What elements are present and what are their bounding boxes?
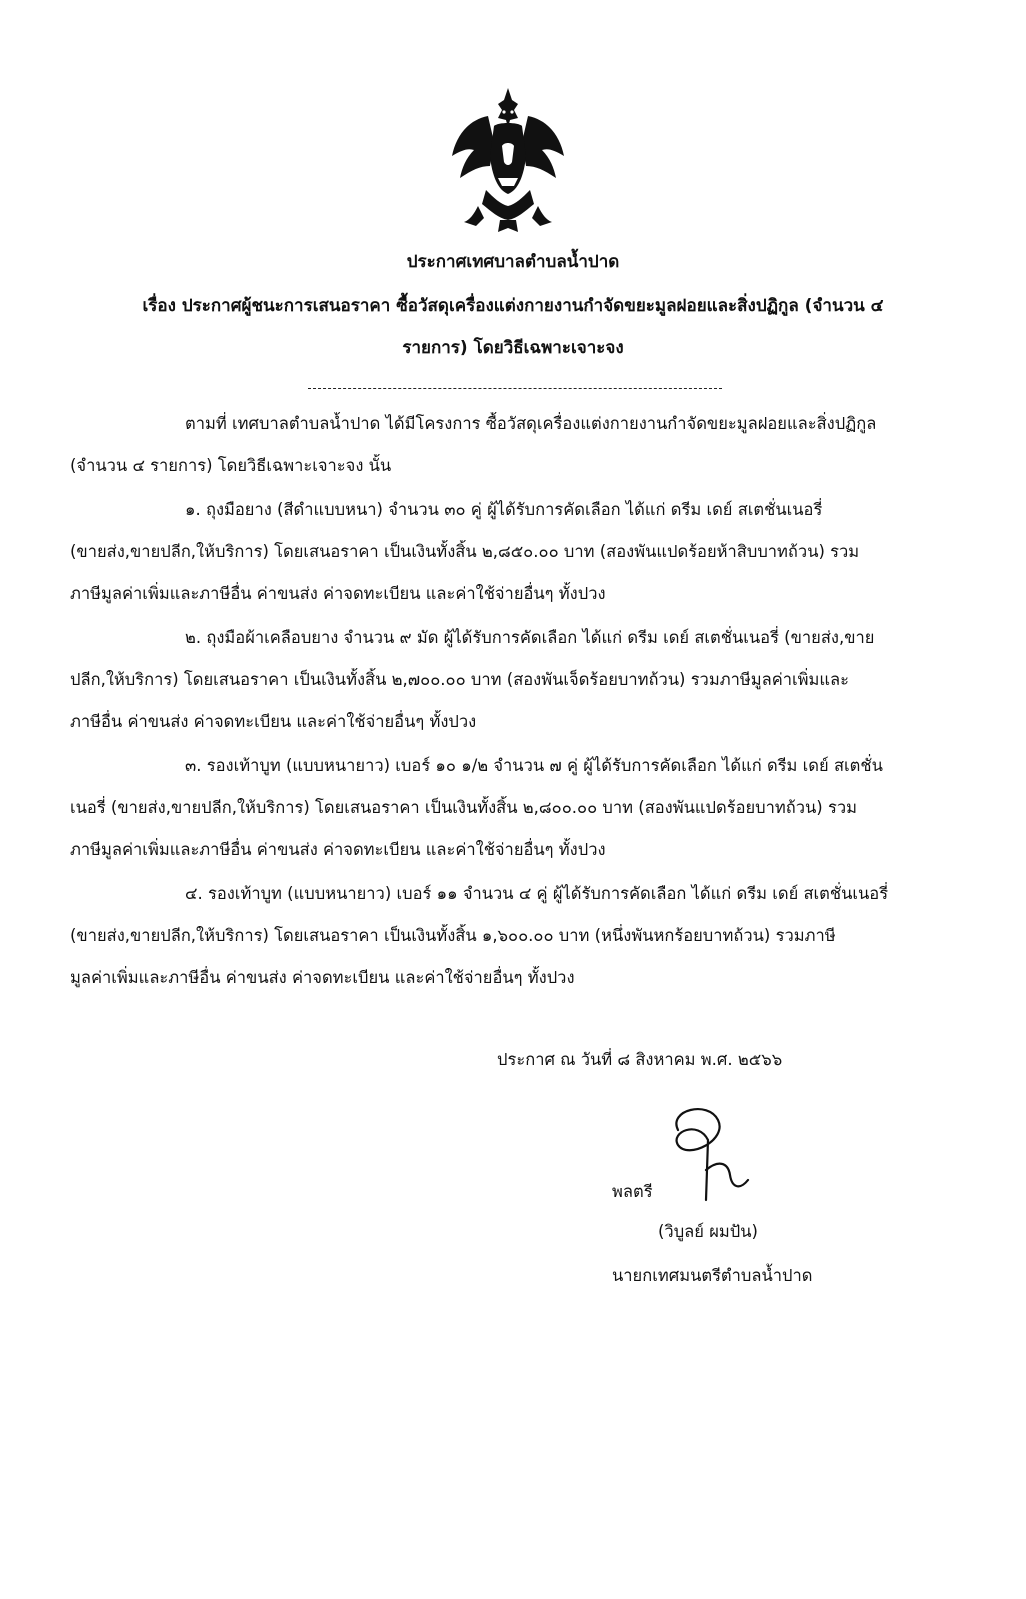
item-3-line-1: ๓. รองเท้าบูท (แบบหนายาว) เบอร์ ๑๐ ๑/๒ จำนวน ๗ คู่ ผู้ได้รับการคัดเลือก ได้แก่ ดรีม เดย์ สเตชั่น bbox=[185, 756, 883, 775]
item-3-line-2: เนอรี่ (ขายส่ง,ขายปลีก,ให้บริการ) โดยเสนอราคา เป็นเงินทั้งสิ้น ๒,๘๐๐.๐๐ บาท (สองพันแปดร้อยบาทถ้วน) รวม bbox=[70, 798, 857, 817]
announcement-date: ประกาศ ณ วันที่ ๘ สิงหาคม พ.ศ. ๒๕๖๖ bbox=[497, 1050, 783, 1069]
separator-rule bbox=[308, 388, 722, 389]
issuer-title: ประกาศเทศบาลตำบลน้ำปาด bbox=[406, 252, 620, 272]
subject-line-2: รายการ) โดยวิธีเฉพาะเจาะจง bbox=[402, 338, 624, 358]
item-2-line-2: ปลีก,ให้บริการ) โดยเสนอราคา เป็นเงินทั้งสิ้น ๒,๗๐๐.๐๐ บาท (สองพันเจ็ดร้อยบาทถ้วน) รวมภาษีมูลค่าเพิ่มและ bbox=[70, 670, 850, 689]
item-1-line-2: (ขายส่ง,ขายปลีก,ให้บริการ) โดยเสนอราคา เป็นเงินทั้งสิ้น ๒,๘๕๐.๐๐ บาท (สองพันแปดร้อยห้าสิบบาทถ้วน) รวม bbox=[70, 542, 860, 561]
item-4-line-1: ๔. รองเท้าบูท (แบบหนายาว) เบอร์ ๑๑ จำนวน ๔ คู่ ผู้ได้รับการคัดเลือก ได้แก่ ดรีม เดย์ สเตชั่นเนอรี่ bbox=[185, 884, 889, 903]
item-4-line-2: (ขายส่ง,ขายปลีก,ให้บริการ) โดยเสนอราคา เป็นเงินทั้งสิ้น ๑,๖๐๐.๐๐ บาท (หนึ่งพันหกร้อยบาทถ้วน) รวมภาษี bbox=[70, 926, 836, 945]
signatory-name: (วิบูลย์ ผมปัน) bbox=[658, 1222, 758, 1241]
item-3-line-3: ภาษีมูลค่าเพิ่มและภาษีอื่น ค่าขนส่ง ค่าจดทะเบียน และค่าใช้จ่ายอื่นๆ ทั้งปวง bbox=[70, 840, 606, 859]
signatory-position: นายกเทศมนตรีตำบลน้ำปาด bbox=[612, 1266, 813, 1285]
signatory-rank: พลตรี bbox=[612, 1182, 653, 1201]
intro-line-1: ตามที่ เทศบาลตำบลน้ำปาด ได้มีโครงการ ซื้อวัสดุเครื่องแต่งกายงานกำจัดขยะมูลฝอยและสิ่งปฏิกูล bbox=[185, 414, 877, 433]
intro-line-2: (จำนวน ๔ รายการ) โดยวิธีเฉพาะเจาะจง นั้น bbox=[70, 456, 392, 475]
signature-mark bbox=[648, 1100, 768, 1210]
item-2-line-3: ภาษีอื่น ค่าขนส่ง ค่าจดทะเบียน และค่าใช้จ่ายอื่นๆ ทั้งปวง bbox=[70, 712, 477, 731]
item-2-line-1: ๒. ถุงมือผ้าเคลือบยาง จำนวน ๙ มัด ผู้ได้รับการคัดเลือก ได้แก่ ดรีม เดย์ สเตชั่นเนอรี่ (ขายส่ง,ขาย bbox=[185, 628, 875, 647]
item-1-line-3: ภาษีมูลค่าเพิ่มและภาษีอื่น ค่าขนส่ง ค่าจดทะเบียน และค่าใช้จ่ายอื่นๆ ทั้งปวง bbox=[70, 584, 606, 603]
garuda-emblem-icon bbox=[448, 86, 568, 236]
item-4-line-3: มูลค่าเพิ่มและภาษีอื่น ค่าขนส่ง ค่าจดทะเบียน และค่าใช้จ่ายอื่นๆ ทั้งปวง bbox=[70, 968, 575, 987]
subject-line-1: เรื่อง ประกาศผู้ชนะการเสนอราคา ซื้อวัสดุเครื่องแต่งกายงานกำจัดขยะมูลฝอยและสิ่งปฏิกูล (จำนวน ๔ bbox=[142, 296, 884, 316]
item-1-line-1: ๑. ถุงมือยาง (สีดำแบบหนา) จำนวน ๓๐ คู่ ผู้ได้รับการคัดเลือก ได้แก่ ดรีม เดย์ สเตชั่นเนอรี่ bbox=[185, 500, 823, 519]
